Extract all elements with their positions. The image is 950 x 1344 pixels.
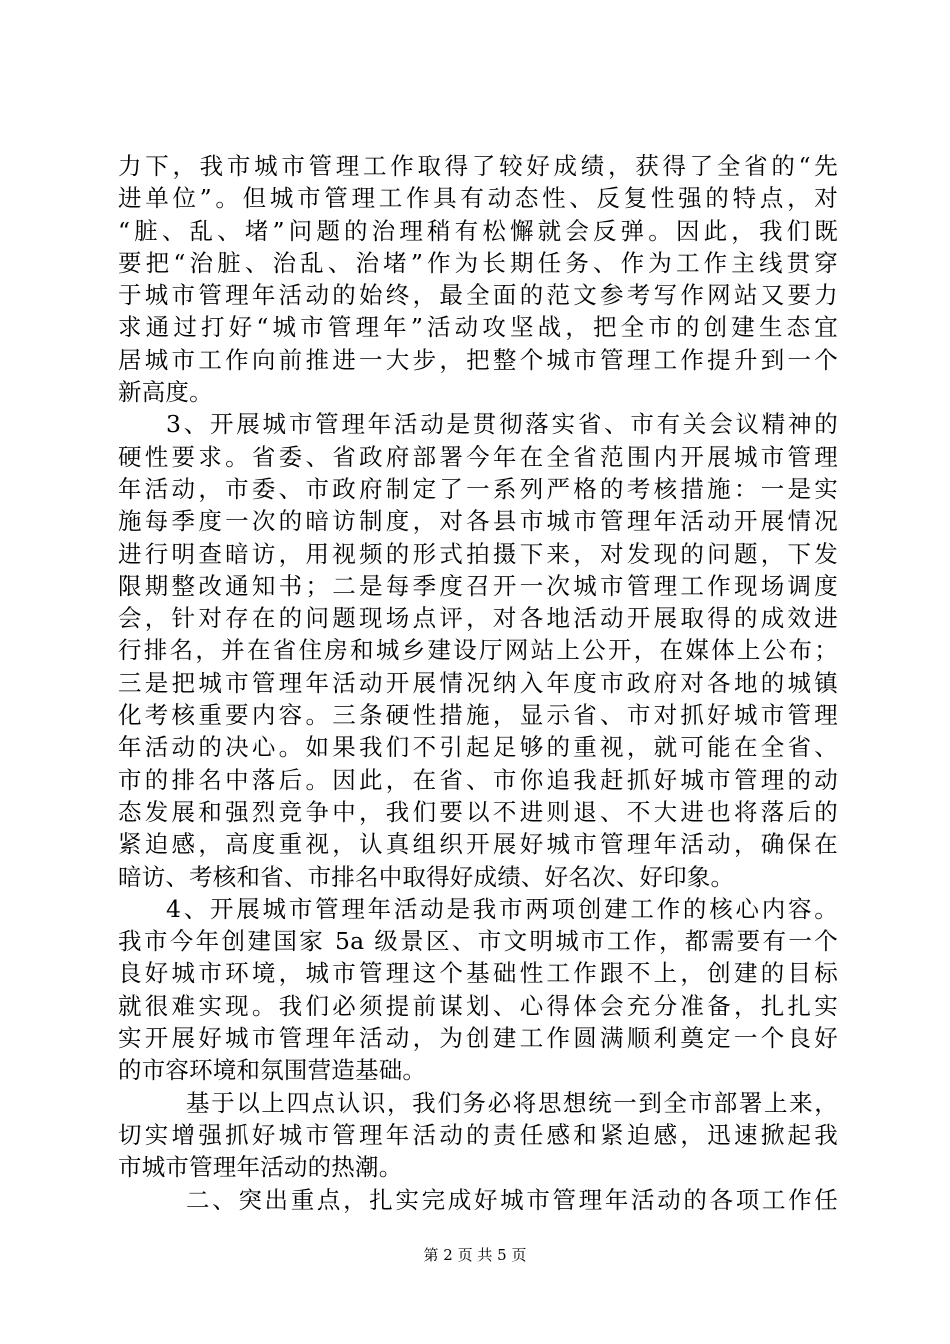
- text-line: 化考核重要内容。三条硬性措施，显示省、市对抓好城市管理: [118, 701, 838, 730]
- text-line: 我市今年创建国家 5a 级景区、市文明城市工作，都需要有一个: [118, 927, 838, 956]
- text-line: 新高度。: [118, 378, 213, 407]
- page-number-footer: 第 2 页 共 5 页: [423, 1246, 527, 1264]
- text-line: 限期整改通知书；二是每季度召开一次城市管理工作现场调度: [118, 571, 838, 600]
- body-text: [118, 150, 838, 1216]
- text-line: 市的排名中落后。因此，在省、市你追我赶抓好城市管理的动: [118, 765, 838, 794]
- text-line: 年活动，市委、市政府制定了一系列严格的考核措施：一是实: [118, 474, 838, 503]
- paragraph-4: [118, 1087, 838, 1184]
- text-line: “脏、乱、堵”问题的治理稍有松懈就会反弹。因此，我们既: [118, 216, 838, 245]
- text-line: 3、开展城市管理年活动是贯彻落实省、市有关会议精神的: [166, 410, 838, 439]
- paragraph-5: [118, 1184, 838, 1216]
- paragraph-2: [118, 408, 838, 892]
- text-line: 施每季度一次的暗访制度，对各县市城市管理年活动开展情况: [118, 507, 838, 536]
- text-line: 进行明查暗访，用视频的形式拍摄下来，对发现的问题，下发: [118, 539, 838, 568]
- paragraph-1: [118, 150, 838, 408]
- text-line: 行排名，并在省住房和城乡建设厅网站上公开，在媒体上公布；: [118, 636, 838, 665]
- text-line: 于城市管理年活动的始终，最全面的范文参考写作网站又要力: [118, 281, 838, 310]
- text-line: 实开展好城市管理年活动，为创建工作圆满顺利奠定一个良好: [118, 1024, 838, 1053]
- text-line: 力下，我市城市管理工作取得了较好成绩，获得了全省的“先: [118, 152, 838, 180]
- text-line: 年活动的决心。如果我们不引起足够的重视，就可能在全省、: [118, 733, 838, 762]
- text-line: 暗访、考核和省、市排名中取得好成绩、好名次、好印象。: [118, 862, 735, 891]
- text-line: 会，针对存在的问题现场点评，对各地活动开展取得的成效进: [118, 604, 838, 633]
- text-line: 市城市管理年活动的热潮。: [118, 1153, 403, 1182]
- text-line: 的市容环境和氛围营造基础。: [118, 1056, 427, 1085]
- section-heading-line: 二、突出重点，扎实完成好城市管理年活动的各项工作任: [186, 1185, 838, 1214]
- text-line: 良好城市环境，城市管理这个基础性工作跟不上，创建的目标: [118, 959, 838, 988]
- text-line: 切实增强抓好城市管理年活动的责任感和紧迫感，迅速掀起我: [118, 1120, 838, 1149]
- text-line: 要把“治脏、治乱、治堵”作为长期任务、作为工作主线贯穿: [118, 248, 838, 277]
- paragraph-3: [118, 893, 838, 1087]
- text-line: 就很难实现。我们必须提前谋划、心得体会充分准备，扎扎实: [118, 991, 838, 1020]
- text-line: 求通过打好“城市管理年”活动攻坚战，把全市的创建生态宜: [118, 313, 838, 342]
- text-line: 态发展和强烈竞争中，我们要以不进则退、不大进也将落后的: [118, 797, 838, 826]
- text-line: 居城市工作向前推进一大步，把整个城市管理工作提升到一个: [118, 345, 838, 374]
- text-line: 三是把城市管理年活动开展情况纳入年度市政府对各地的城镇: [118, 668, 838, 697]
- text-line: 紧迫感，高度重视，认真组织开展好城市管理年活动，确保在: [118, 830, 838, 859]
- text-line: 基于以上四点认识，我们务必将思想统一到全市部署上来，: [186, 1088, 838, 1117]
- text-line: 硬性要求。省委、省政府部署今年在全省范围内开展城市管理: [118, 442, 838, 471]
- text-line: 4、开展城市管理年活动是我市两项创建工作的核心内容。: [166, 894, 838, 923]
- text-line: 进单位”。但城市管理工作具有动态性、反复性强的特点，对: [118, 184, 838, 213]
